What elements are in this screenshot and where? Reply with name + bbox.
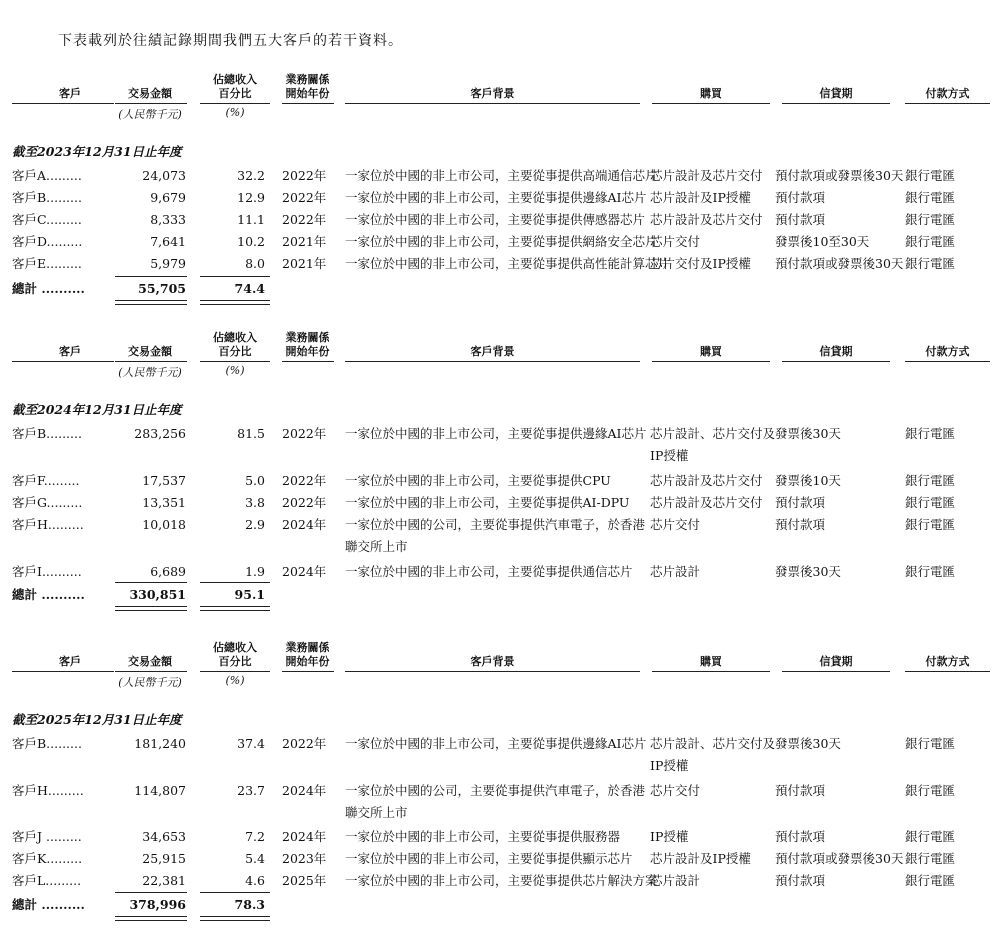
- customer-name: 客戶I..........: [12, 564, 82, 579]
- header-pct-line1: 佔總收入: [213, 331, 257, 344]
- customer-name: 客戶A.........: [12, 168, 82, 183]
- table-section: [0, 70, 1000, 370]
- header-credit: 信貸期: [819, 87, 853, 100]
- header-pct-line2: 百分比: [218, 655, 252, 668]
- header-background: 客戶背景: [470, 87, 515, 100]
- transaction-amount: 34,653: [142, 829, 186, 844]
- total-percentage: 78.3: [234, 897, 265, 912]
- payment-method: 銀行電匯: [905, 873, 956, 888]
- header-since-line1: 業務關係: [285, 73, 330, 86]
- payment-method: 銀行電匯: [905, 517, 956, 532]
- period-title: 截至2025年12月31日止年度: [12, 712, 182, 727]
- total-top-rule: [200, 276, 270, 277]
- payment-method: 銀行電匯: [905, 234, 956, 249]
- header-since: [275, 73, 340, 101]
- purchase-type: 芯片設計: [650, 873, 701, 888]
- header-payment: 付款方式: [925, 655, 970, 668]
- total-label: 總計 ..........: [12, 281, 85, 296]
- customer-name: 客戶L.........: [12, 873, 82, 888]
- header-since: [275, 641, 340, 669]
- total-top-rule: [115, 892, 187, 893]
- header-purchase: 購買: [700, 345, 722, 358]
- transaction-amount: 6,689: [150, 564, 186, 579]
- header-rule: [345, 671, 640, 672]
- total-top-rule: [115, 276, 187, 277]
- transaction-amount: 13,351: [142, 495, 186, 510]
- relationship-start-year: 2022年: [282, 426, 327, 441]
- total-top-rule: [200, 582, 270, 583]
- header-pct-line2: 百分比: [218, 87, 252, 100]
- customer-name: 客戶F.........: [12, 473, 80, 488]
- purchase-type: 芯片設計及IP授權: [650, 190, 751, 205]
- credit-term: 發票後10至30天: [775, 234, 870, 249]
- transaction-amount: 17,537: [142, 473, 186, 488]
- total-label: 總計 ..........: [12, 587, 85, 602]
- transaction-amount: 25,915: [142, 851, 186, 866]
- total-percentage: 74.4: [234, 281, 265, 296]
- header-revenue-pct: [195, 73, 275, 101]
- header-rule: [282, 361, 334, 362]
- unit-amount: (人民幣千元): [118, 676, 182, 689]
- customer-name: 客戶H.........: [12, 517, 84, 532]
- customer-name: 客戶B.........: [12, 426, 82, 441]
- header-credit: 信貸期: [819, 655, 853, 668]
- revenue-percentage: 4.6: [245, 873, 265, 888]
- revenue-percentage: 1.9: [245, 564, 265, 579]
- header-rule: [200, 103, 270, 104]
- purchase-type: 芯片設計及芯片交付: [650, 473, 763, 488]
- header-since-line2: 開始年份: [285, 87, 330, 100]
- customer-background: 一家位於中國的非上市公司，主要從事提供邊緣AI芯片: [345, 426, 647, 441]
- revenue-percentage: 2.9: [245, 517, 265, 532]
- credit-term: 預付款項或發票後30天: [775, 256, 904, 271]
- payment-method: 銀行電匯: [905, 168, 956, 183]
- total-double-rule: [115, 300, 187, 305]
- header-rule: [905, 103, 990, 104]
- credit-term: 預付款項: [775, 212, 826, 227]
- customer-name: 客戶K.........: [12, 851, 83, 866]
- header-rule: [12, 361, 114, 362]
- header-rule: [200, 361, 270, 362]
- relationship-start-year: 2024年: [282, 564, 327, 579]
- transaction-amount: 8,333: [150, 212, 186, 227]
- total-amount: 378,996: [129, 897, 186, 912]
- customer-name: 客戶B.........: [12, 736, 82, 751]
- customer-background: 一家位於中國的非上市公司，主要從事提供邊緣AI芯片: [345, 190, 647, 205]
- credit-term: 發票後30天: [775, 564, 841, 579]
- transaction-amount: 10,018: [142, 517, 186, 532]
- credit-term: 預付款項: [775, 190, 826, 205]
- total-top-rule: [200, 892, 270, 893]
- credit-term: 預付款項或發票後30天: [775, 168, 904, 183]
- credit-term: 發票後30天: [775, 426, 841, 441]
- unit-amount: (人民幣千元): [118, 108, 182, 121]
- header-payment: 付款方式: [925, 345, 970, 358]
- relationship-start-year: 2022年: [282, 168, 327, 183]
- customer-name: 客戶G.........: [12, 495, 83, 510]
- customer-background: 一家位於中國的非上市公司，主要從事提供高端通信芯片: [345, 168, 658, 183]
- credit-term: 預付款項: [775, 517, 826, 532]
- header-rule: [345, 103, 640, 104]
- table-section: [0, 328, 1000, 628]
- intro-text: 下表載列於往績記錄期間我們五大客戶的若干資料。: [58, 33, 403, 49]
- unit-pct: (%): [225, 106, 245, 119]
- customer-background: 一家位於中國的非上市公司，主要從事提供高性能計算芯片: [345, 256, 671, 271]
- header-amount: 交易金額: [128, 655, 172, 668]
- purchase-type: 芯片交付: [650, 234, 701, 249]
- revenue-percentage: 5.4: [245, 851, 265, 866]
- relationship-start-year: 2022年: [282, 473, 327, 488]
- credit-term: 預付款項: [775, 783, 826, 798]
- header-revenue-pct: [195, 641, 275, 669]
- customer-name: 客戶H.........: [12, 783, 84, 798]
- header-since-line2: 開始年份: [285, 655, 330, 668]
- unit-pct: (%): [225, 364, 245, 377]
- purchase-type: 芯片設計: [650, 564, 701, 579]
- customer-name: 客戶E.........: [12, 256, 82, 271]
- purchase-type: 芯片設計及芯片交付: [650, 168, 763, 183]
- total-amount: 330,851: [129, 587, 186, 602]
- header-rule: [782, 103, 890, 104]
- total-amount: 55,705: [138, 281, 186, 296]
- transaction-amount: 22,381: [142, 873, 186, 888]
- total-double-rule: [200, 300, 270, 305]
- revenue-percentage: 10.2: [237, 234, 265, 249]
- relationship-start-year: 2022年: [282, 495, 327, 510]
- period-title: 截至2024年12月31日止年度: [12, 402, 182, 417]
- customer-background: 一家位於中國的非上市公司，主要從事提供芯片解決方案: [345, 873, 658, 888]
- customer-background: 一家位於中國的非上市公司，主要從事提供網絡安全芯片: [345, 234, 658, 249]
- header-payment: 付款方式: [925, 87, 970, 100]
- transaction-amount: 283,256: [134, 426, 186, 441]
- header-customer: 客戶: [59, 87, 81, 100]
- payment-method: 銀行電匯: [905, 495, 956, 510]
- customer-background: 一家位於中國的非上市公司，主要從事提供AI-DPU: [345, 495, 630, 510]
- table-section: [0, 638, 1000, 938]
- customer-name: 客戶C.........: [12, 212, 82, 227]
- total-double-rule: [200, 606, 270, 611]
- total-top-rule: [115, 582, 187, 583]
- relationship-start-year: 2024年: [282, 517, 327, 532]
- header-amount: 交易金額: [128, 345, 172, 358]
- header-since: [275, 331, 340, 359]
- header-since-line2: 開始年份: [285, 345, 330, 358]
- total-label: 總計 ..........: [12, 897, 85, 912]
- header-pct-line1: 佔總收入: [213, 641, 257, 654]
- payment-method: 銀行電匯: [905, 473, 956, 488]
- total-double-rule: [115, 606, 187, 611]
- payment-method: 銀行電匯: [905, 783, 956, 798]
- credit-term: 預付款項: [775, 495, 826, 510]
- customer-background: 一家位於中國的非上市公司，主要從事提供服務器: [345, 829, 621, 844]
- purchase-type: 芯片設計、芯片交付及IP授權: [650, 426, 776, 463]
- header-background: 客戶背景: [470, 655, 515, 668]
- header-rule: [115, 361, 187, 362]
- transaction-amount: 9,679: [150, 190, 186, 205]
- revenue-percentage: 23.7: [237, 783, 265, 798]
- revenue-percentage: 3.8: [245, 495, 265, 510]
- header-rule: [200, 671, 270, 672]
- credit-term: 預付款項: [775, 829, 826, 844]
- customer-name: 客戶J .........: [12, 829, 82, 844]
- revenue-percentage: 8.0: [245, 256, 265, 271]
- purchase-type: 芯片設計及芯片交付: [650, 495, 763, 510]
- customer-name: 客戶B.........: [12, 190, 82, 205]
- header-purchase: 購買: [700, 87, 722, 100]
- header-rule: [282, 103, 334, 104]
- header-rule: [282, 671, 334, 672]
- unit-amount: (人民幣千元): [118, 366, 182, 379]
- revenue-percentage: 81.5: [237, 426, 265, 441]
- payment-method: 銀行電匯: [905, 426, 956, 441]
- header-rule: [115, 671, 187, 672]
- header-rule: [12, 103, 114, 104]
- revenue-percentage: 32.2: [237, 168, 265, 183]
- credit-term: 發票後10天: [775, 473, 841, 488]
- purchase-type: 芯片設計及IP授權: [650, 851, 751, 866]
- revenue-percentage: 7.2: [245, 829, 265, 844]
- customer-background: 一家位於中國的公司，主要從事提供汽車電子，於香港聯交所上市: [345, 517, 646, 554]
- revenue-percentage: 37.4: [237, 736, 265, 751]
- credit-term: 發票後30天: [775, 736, 841, 751]
- payment-method: 銀行電匯: [905, 736, 956, 751]
- customer-background: 一家位於中國的非上市公司，主要從事提供邊緣AI芯片: [345, 736, 647, 751]
- header-rule: [652, 671, 770, 672]
- header-revenue-pct: [195, 331, 275, 359]
- total-percentage: 95.1: [234, 587, 265, 602]
- purchase-type: IP授權: [650, 829, 689, 844]
- header-background: 客戶背景: [470, 345, 515, 358]
- header-credit: 信貸期: [819, 345, 853, 358]
- relationship-start-year: 2021年: [282, 256, 327, 271]
- purchase-type: 芯片設計及芯片交付: [650, 212, 763, 227]
- header-since-line1: 業務關係: [285, 331, 330, 344]
- transaction-amount: 114,807: [134, 783, 186, 798]
- header-rule: [652, 103, 770, 104]
- credit-term: 預付款項或發票後30天: [775, 851, 904, 866]
- header-customer: 客戶: [59, 345, 81, 358]
- credit-term: 預付款項: [775, 873, 826, 888]
- relationship-start-year: 2024年: [282, 829, 327, 844]
- payment-method: 銀行電匯: [905, 190, 956, 205]
- purchase-type: 芯片設計、芯片交付及IP授權: [650, 736, 776, 773]
- relationship-start-year: 2023年: [282, 851, 327, 866]
- purchase-type: 芯片交付: [650, 517, 701, 532]
- header-rule: [782, 671, 890, 672]
- relationship-start-year: 2022年: [282, 190, 327, 205]
- payment-method: 銀行電匯: [905, 829, 956, 844]
- total-double-rule: [200, 916, 270, 921]
- header-since-line1: 業務關係: [285, 641, 330, 654]
- payment-method: 銀行電匯: [905, 564, 956, 579]
- payment-method: 銀行電匯: [905, 212, 956, 227]
- revenue-percentage: 5.0: [245, 473, 265, 488]
- total-double-rule: [115, 916, 187, 921]
- header-pct-line1: 佔總收入: [213, 73, 257, 86]
- header-rule: [345, 361, 640, 362]
- revenue-percentage: 11.1: [237, 212, 265, 227]
- relationship-start-year: 2025年: [282, 873, 327, 888]
- purchase-type: 芯片交付: [650, 783, 701, 798]
- customer-background: 一家位於中國的非上市公司，主要從事提供傳感器芯片: [345, 212, 646, 227]
- revenue-percentage: 12.9: [237, 190, 265, 205]
- customer-background: 一家位於中國的公司，主要從事提供汽車電子，於香港聯交所上市: [345, 783, 646, 820]
- period-title: 截至2023年12月31日止年度: [12, 144, 182, 159]
- unit-pct: (%): [225, 674, 245, 687]
- customer-background: 一家位於中國的非上市公司，主要從事提供通信芯片: [345, 564, 633, 579]
- purchase-type: 芯片交付及IP授權: [650, 256, 751, 271]
- transaction-amount: 5,979: [150, 256, 186, 271]
- header-purchase: 購買: [700, 655, 722, 668]
- header-rule: [905, 361, 990, 362]
- header-rule: [782, 361, 890, 362]
- customer-background: 一家位於中國的非上市公司，主要從事提供CPU: [345, 473, 611, 488]
- payment-method: 銀行電匯: [905, 256, 956, 271]
- header-rule: [652, 361, 770, 362]
- header-rule: [905, 671, 990, 672]
- header-pct-line2: 百分比: [218, 345, 252, 358]
- transaction-amount: 7,641: [150, 234, 186, 249]
- customer-name: 客戶D.........: [12, 234, 83, 249]
- relationship-start-year: 2022年: [282, 736, 327, 751]
- customer-background: 一家位於中國的非上市公司，主要從事提供顯示芯片: [345, 851, 633, 866]
- relationship-start-year: 2024年: [282, 783, 327, 798]
- payment-method: 銀行電匯: [905, 851, 956, 866]
- header-rule: [115, 103, 187, 104]
- header-rule: [12, 671, 114, 672]
- relationship-start-year: 2021年: [282, 234, 327, 249]
- header-customer: 客戶: [59, 655, 81, 668]
- relationship-start-year: 2022年: [282, 212, 327, 227]
- transaction-amount: 181,240: [134, 736, 186, 751]
- header-amount: 交易金額: [128, 87, 172, 100]
- transaction-amount: 24,073: [142, 168, 186, 183]
